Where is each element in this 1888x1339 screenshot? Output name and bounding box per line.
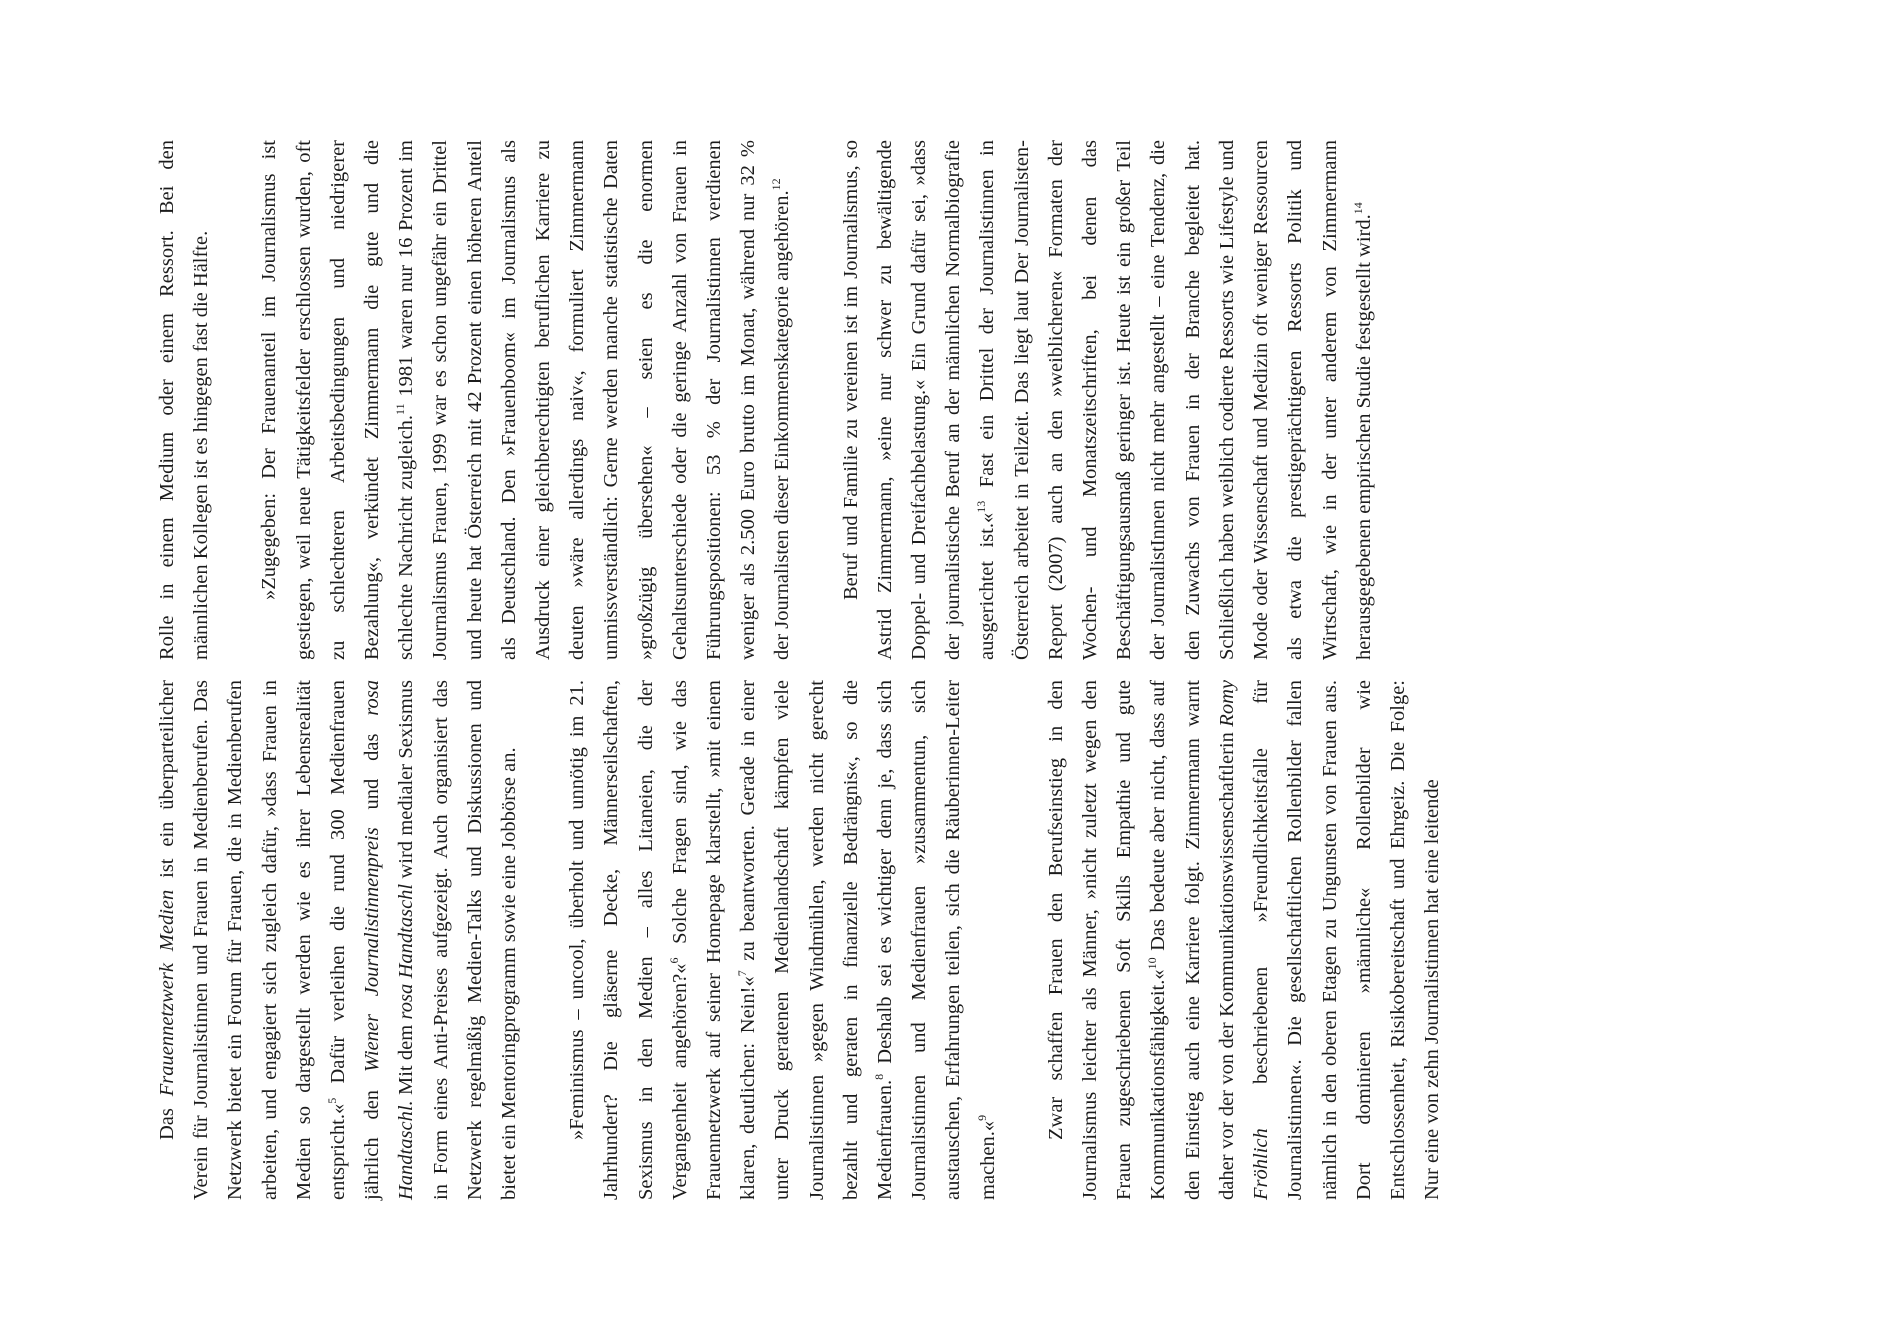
italic-text-run: Romy Fröhlich	[1215, 680, 1273, 1200]
text-run: Dafür verleihen die rund 300 Medienfrauen jährlich den	[327, 680, 384, 1200]
footnote-marker: 5	[325, 1097, 340, 1104]
text-run: »Feminismus – uncool, überholt und unnötig im 21. Jahrhundert? Die gläserne Decke, Männerseilschaften, Sexismus in den Medien – alles Litaneien, die der Vergangenheit angehören?«	[566, 680, 691, 1200]
text-run: Fast ein Drittel der Journalistinnen in Österreich arbeitet in Teilzeit. Das liegt laut Der Journalisten-Report (2007) auch an den »weiblicheren« Formaten der Wochen- und Monatszeitschriften, bei denen das Beschäftigungsausmaß geringer ist. Heute ist ein großer Teil der JournalistInnen nicht mehr angestellt – eine Tendenz, die den Zuwachs von Frauen in der Branche begleitet hat. Schließlich haben weiblich codierte Ressorts wie Lifestyle und Mode oder Wissenschaft und Medizin oft weniger Ressourcen als etwa die prestigeprächtigeren Ressorts Politik und Wirtschaft, wie in der unter anderem von Zimmermann herausgegebenen empirischen Studie festgestellt wird.	[976, 140, 1375, 660]
footnote-marker: 6	[667, 957, 682, 964]
text-run: »Zugegeben: Der Frauenanteil im Journalismus ist gestiegen, weil neue Tätigkeitsfelder erschlossen wurden, oft zu schlechteren Arbeitsbedingungen und niedrigerer Bezahlung«, verkündet Zimmermann die gute und die schlechte Nachricht zugleich.	[258, 140, 418, 660]
footnote-marker: 14	[1350, 202, 1365, 215]
footnote-marker: 7	[735, 970, 750, 977]
text-run: beschriebenen »Freundlichkeitsfalle für Journalistinnen«. Die gesellschaftlichen Rollenbilder fallen nämlich in den oberen Etagen zu Ungunsten von Frauen aus. Dort dominieren »männliche« Rollenbilder wie Entschlossenheit, Risikobereitschaft und Ehrgeiz. Die Folge: Nur eine von zehn Journalistinnen hat eine leitende	[1250, 680, 1444, 1200]
paragraph-frauenanteil	[252, 140, 799, 660]
paragraph-berufseinstieg	[1039, 680, 1449, 1200]
text-run: wird medialer Sexismus in Form eines Anti-Preises aufgezeigt. Auch organisiert das Netzwerk regelmäßig Medien-Talks und Diskussionen und bietet ein Mentoringprogramm sowie eine Jobbörse an.	[395, 680, 521, 1200]
italic-text-run: Frauennetzwerk Medien	[156, 889, 178, 1097]
rotated-book-page	[150, 140, 1710, 1200]
text-run: zu beantworten. Gerade in einer unter Druck geratenen Medienlandschaft kämpfen viele Journalistinnen »gegen Windmühlen, werden nicht gerecht bezahlt und geraten in finanzielle Bedrängnis«, so die Medienfrauen.	[737, 680, 897, 1200]
text-run: Das bedeute aber nicht, dass auf den Einstieg auch eine Karriere folgt. Zimmermann warnt daher vor der von der Kommunikationswissenschaftlerin	[1147, 680, 1238, 1200]
right-text-column	[150, 140, 1415, 660]
italic-text-run: Wiener Journalistinnenpreis	[361, 827, 384, 1073]
text-run: Rolle in einem Medium oder einem Ressort. Bei den männlichen Kollegen ist es hingegen fast die Hälfte.	[156, 140, 213, 660]
paragraph-beruf-familie	[834, 140, 1381, 660]
italic-text-run: rosa Handtaschl.	[361, 680, 418, 1200]
left-text-column	[150, 680, 1483, 1200]
footnote-marker: 13	[974, 500, 989, 513]
text-run: 1981 waren nur 16 Prozent im Journalismus Frauen, 1999 war es schon ungefähr ein Drittel und heute hat Österreich mit 42 Prozent einen höheren Anteil als Deutschland. Den »Frauenboom« im Journalismus als Ausdruck einer gleichberechtigten beruflichen Karriere zu deuten »wäre allerdings naiv«, formuliert Zimmermann unmissverständlich: Gerne werden manche statistische Daten »großzügig übersehen« – seien es die enormen Gehaltsunterschiede oder die geringe Anzahl von Frauen in Führungspositionen: 53 % der Journalistinnen verdienen weniger als 2.500 Euro brutto im Monat, während nur 32 % der Journalisten dieser Einkommenskategorie angehören.	[395, 140, 794, 660]
text-run: Mit dem	[395, 1019, 418, 1101]
text-run: Solche Fragen sind, wie das Frauennetzwerk auf seiner Homepage klarstellt, »mit einem klaren, deutlichen: Nein!«	[668, 680, 760, 1200]
footnote-marker: 8	[872, 1073, 887, 1080]
footnote-marker: 11	[393, 403, 408, 415]
text-run: Deshalb sei es wichtiger denn je, dass sich Journalistinnen und Medienfrauen »zusammentun, sich austauschen, Erfahrungen teilen, sich die Räuberinnen-Leiter machen.«	[874, 680, 999, 1200]
footnote-marker: 9	[974, 1114, 989, 1121]
paragraph-frauennetzwerk	[150, 680, 526, 1200]
text-run: Zwar schaffen Frauen den Berufseinstieg in den Journalismus leichter als Männer, »nicht zuletzt wegen den Frauen zugeschriebenen Soft Skills Empathie und gute Kommunikationsfähigkeit.«	[1044, 680, 1170, 1200]
footnote-marker: 10	[1145, 957, 1160, 970]
text-run: und das	[361, 715, 384, 828]
paragraph-continuation	[150, 140, 218, 660]
text-run: ist ein überparteilicher Verein für Journalistinnen und Frauen in Medienberufen. Das Netzwerk bietet ein Forum für Frauen, die in Medienberufen arbeiten, und engagiert sich zugleich dafür, »dass Frauen in Medien so dargestellt werden wie es ihrer Lebensrealität entspricht.«	[156, 680, 350, 1200]
paragraph-feminismus	[560, 680, 1005, 1200]
footnote-marker: 12	[769, 178, 784, 191]
text-run: Das	[156, 1096, 178, 1140]
italic-text-run: rosa Handtaschl	[395, 883, 418, 1020]
text-run: Beruf und Familie zu vereinen ist im Journalismus, so Astrid Zimmermann, »eine nur schwer zu bewältigende Doppel- und Dreifachbelastung.« Ein Grund dafür sei, »dass der journalistische Beruf an der männlichen Normalbiografie ausgerichtet ist.«	[839, 140, 999, 660]
